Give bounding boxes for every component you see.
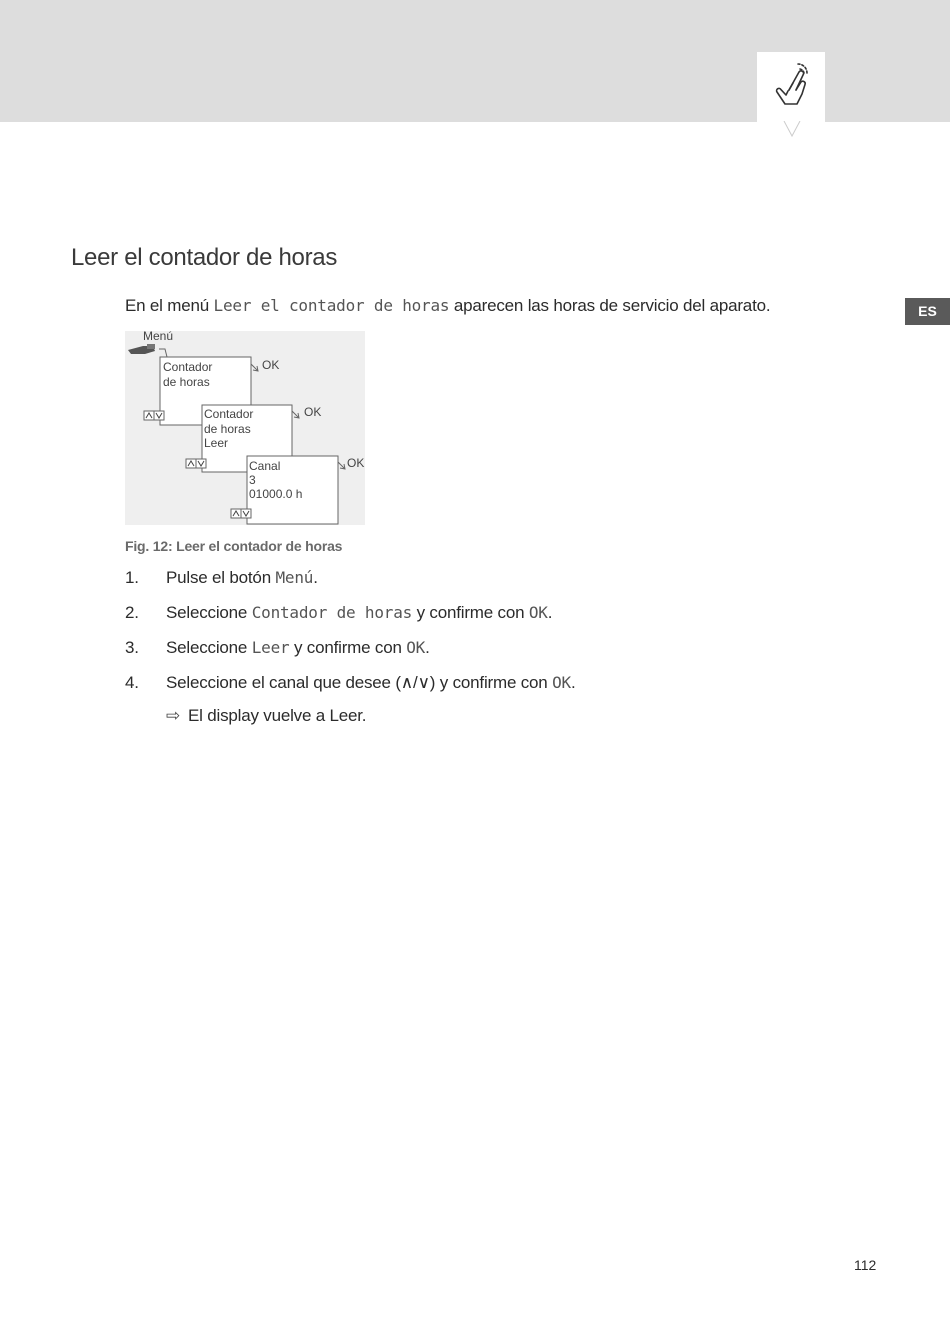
- step-number: 2.: [125, 603, 139, 622]
- ok-pointer-icon: [292, 411, 299, 418]
- box3-line2: 3: [249, 473, 256, 487]
- menu-label: Menú: [143, 331, 174, 343]
- language-tab[interactable]: ES: [905, 298, 950, 325]
- box1-line2: de horas: [163, 375, 210, 389]
- step-text: Seleccione el canal que desee (∧/∨) y confirme con OK.: [166, 673, 576, 692]
- ok-label-3: OK: [347, 456, 365, 470]
- step-number: 4.: [125, 673, 139, 692]
- box2-line1: Contador: [204, 407, 254, 421]
- tab-pointer: [783, 121, 801, 139]
- box2-line3: Leer: [204, 436, 229, 450]
- result-text: El display vuelve a Leer.: [188, 706, 367, 725]
- intro-text-end: aparecen las horas de servicio del aparato.: [449, 296, 771, 315]
- step-text: Seleccione Leer y confirme con OK.: [166, 638, 430, 657]
- ok-label-2: OK: [304, 405, 322, 419]
- ok-pointer-icon: [338, 462, 345, 469]
- icon-tab: [757, 52, 825, 122]
- figure-caption: Fig. 12: Leer el contador de horas: [125, 538, 343, 554]
- page-number: 112: [854, 1257, 877, 1273]
- result-arrow-icon: ⇨: [166, 706, 181, 725]
- ok-pointer-icon: [251, 364, 258, 371]
- intro-menu-name: Leer el contador de horas: [213, 296, 450, 315]
- page-title: Leer el contador de horas: [71, 244, 338, 271]
- step-number: 3.: [125, 638, 139, 657]
- step-number: 1.: [125, 568, 139, 587]
- result-line: [166, 706, 366, 726]
- ok-label-1: OK: [262, 358, 280, 372]
- intro-paragraph: [125, 296, 770, 316]
- box3-line3: 01000.0 h: [249, 487, 303, 501]
- touch-hand-icon: [769, 60, 813, 112]
- intro-text: En el menú: [125, 296, 214, 315]
- menu-hand-icon: [128, 344, 155, 354]
- menu-diagram: [125, 331, 365, 525]
- box3-line1: Canal: [249, 459, 281, 473]
- step-text: Seleccione Contador de horas y confirme con OK.: [166, 603, 553, 622]
- box2-line2: de horas: [204, 422, 251, 436]
- box1-line1: Contador: [163, 360, 213, 374]
- step-text: Pulse el botón Menú.: [166, 568, 318, 587]
